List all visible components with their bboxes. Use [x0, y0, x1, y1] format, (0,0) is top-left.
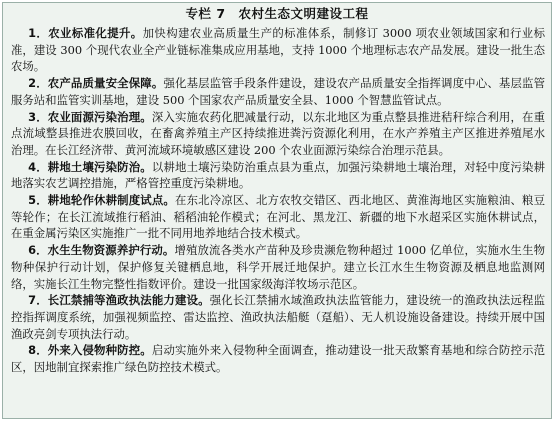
list-item-soil-pollution	[11, 159, 545, 192]
item-heading: 7．长江禁捕等渔政执法能力建设。	[28, 293, 210, 308]
item-heading: 2．农产品质量安全保障。	[28, 76, 164, 91]
list-item-crop-rotation	[11, 192, 545, 242]
item-body: 增殖放流各类水产苗种及珍贵濒危物种超过 1000 亿单位，实施水生生物物种保护行动计划，保护修复关键栖息地，科学开展迁地保护。建立长江水生生物资源及栖息地监测网络，实施长江生物完整性指数评价。建设一批国家级海洋牧场示范区。	[11, 243, 545, 291]
item-body: 强化长江禁捕水域渔政执法监管能力，建设统一的渔政执法远程监控指挥调度系统，加强视频监控、雷达监控、渔政执法船艇（趸船）、无人机设施设备建设。持续开展中国渔政亮剑专项执法行动。	[11, 293, 545, 341]
item-heading: 3．农业面源污染治理。	[28, 109, 152, 124]
item-heading: 8．外来入侵物种防控。	[28, 343, 152, 358]
item-body: 启动实施外来入侵物种全面调查，推动建设一批天敌繁育基地和综合防控示范区，因地制宜探索推广绿色防控技术模式。	[11, 343, 545, 375]
box-heading: 农村生态文明建设工程	[238, 6, 369, 21]
list-item-standardization	[11, 25, 545, 75]
item-heading: 1．农业标准化提升。	[28, 26, 143, 40]
item-body: 以耕地土壤污染防治重点县为重点，加强污染耕地土壤治理，对轻中度污染耕地落实农艺调控措施，严格管控重度污染耕地。	[11, 159, 545, 191]
list-item-nonpoint-pollution	[11, 109, 545, 159]
item-body: 强化基层监管手段条件建设，建设农产品质量安全指挥调度中心、基层监管服务站和监管实训基地，建设 500 个国家农产品质量安全县、1000 个智慧监管试点。	[11, 76, 545, 107]
item-heading: 5．耕地轮作休耕制度试点。	[28, 193, 176, 208]
item-body: 深入实施农药化肥减量行动，以东北地区为重点整县推进秸秆综合利用，在重点流域整县推进农膜回收，在畜禽养殖主产区持续推进粪污资源化利用，在水产养殖主产区推进养殖尾水治理。在长江经济带、黄河流域环境敏感区建设 200 个农业面源污染综合治理示范县。	[11, 109, 545, 157]
list-item-fishery-enforcement	[11, 292, 545, 342]
list-item-invasive-species	[11, 342, 545, 375]
box-title	[3, 6, 551, 22]
item-body: 加快构建农业高质量生产的标准体系，制修订 3000 项农业领域国家和行业标准，建设 300 个现代农业全产业链标准集成应用基地，支持 1000 个地理标志农产品发展。建设一批生态农场。	[11, 26, 545, 74]
item-body: 在东北冷凉区、北方农牧交错区、西北地区、黄淮海地区实施粮油、粮豆等轮作；在长江流域推行稻油、稻稻油轮作模式；在河北、黑龙江、新疆的地下水超采区实施休耕试点，在重金属污染区实施推广一批不同用地养地结合技术模式。	[11, 193, 545, 241]
info-box-column	[2, 2, 552, 419]
item-list	[3, 25, 551, 376]
item-heading: 6．水生生物资源养护行动。	[28, 243, 175, 258]
box-label: 专栏 7	[185, 6, 226, 21]
item-heading: 4．耕地土壤污染防治。	[28, 159, 152, 174]
list-item-aquatic-resources	[11, 242, 545, 292]
list-item-quality-safety	[11, 75, 545, 108]
